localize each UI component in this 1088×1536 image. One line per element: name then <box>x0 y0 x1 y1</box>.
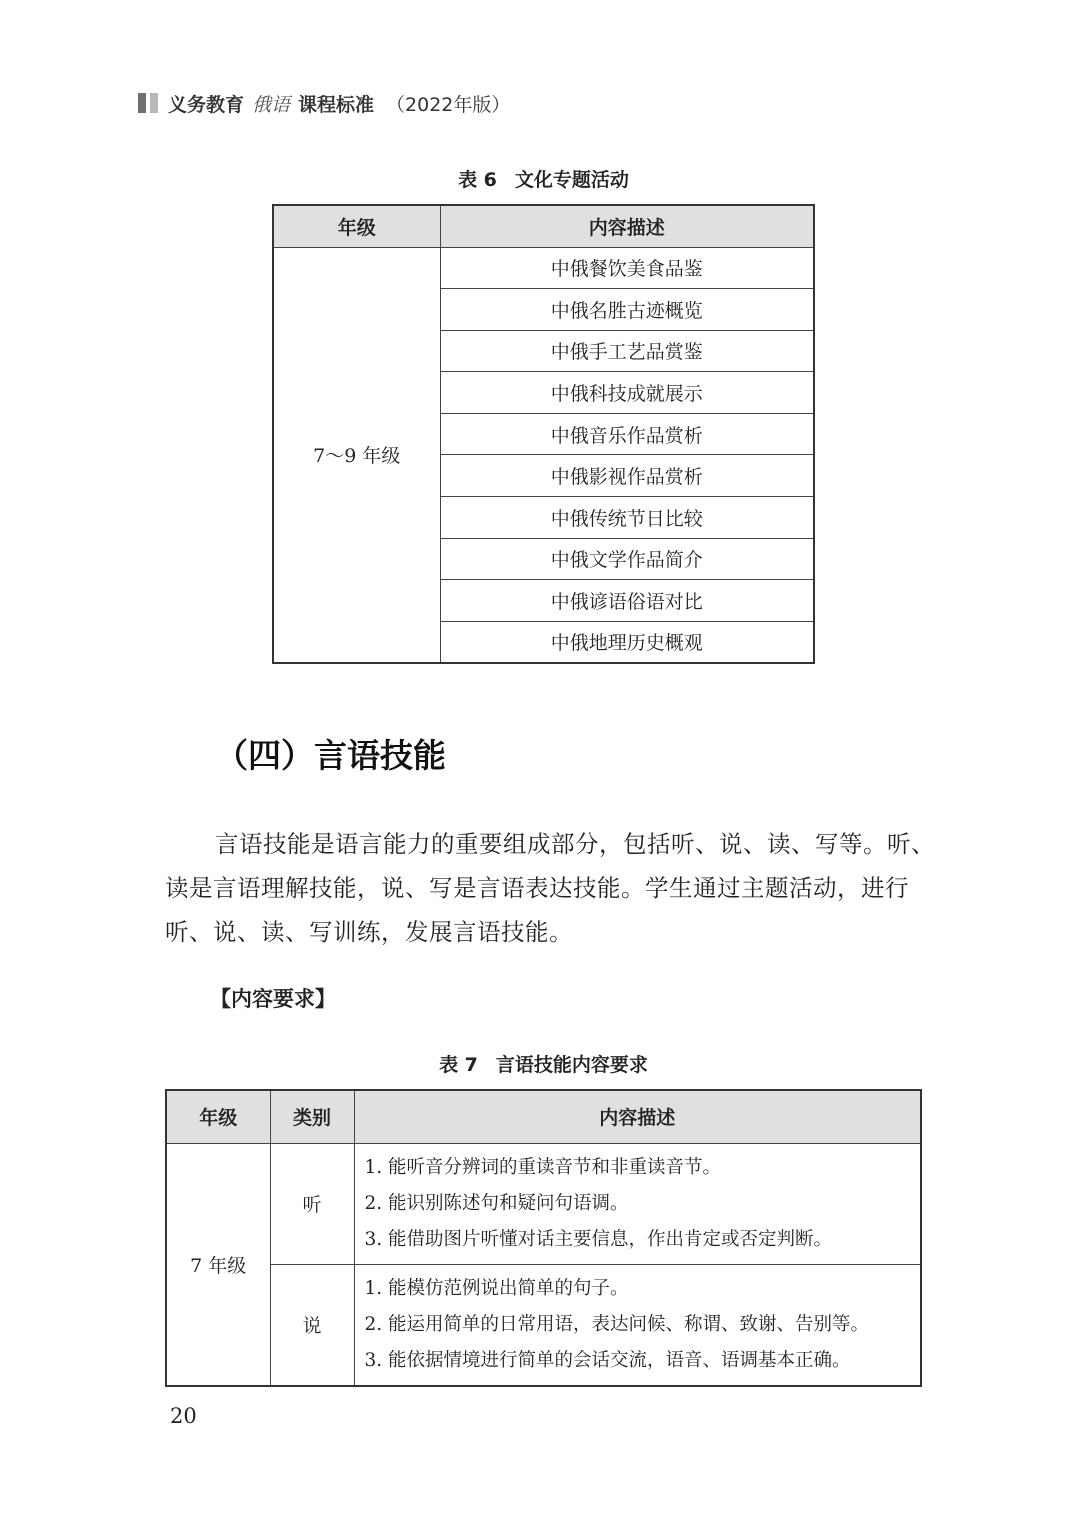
header-suffix: 课程标准 <box>298 93 375 116</box>
content-requirements-subheading: 【内容要求】 <box>210 987 336 1011</box>
requirement-item: 1. 能听音分辨词的重读音节和非重读音节。 <box>364 1156 722 1178</box>
table-row <box>273 247 814 289</box>
table7-header-grade: 年级 <box>166 1090 270 1143</box>
page-number: 20 <box>170 1404 197 1428</box>
section-heading: （四）言语技能 <box>215 736 446 775</box>
requirement-item: 3. 能依据情境进行简单的会话交流，语音、语调基本正确。 <box>364 1349 851 1371</box>
table7-caption <box>165 1050 922 1077</box>
table6-cell: 中俄名胜古迹概览 <box>440 289 814 331</box>
table7-category-listening: 听 <box>270 1143 354 1264</box>
requirement-item: 2. 能运用简单的日常用语，表达问候、称谓、致谢、告别等。 <box>364 1313 870 1335</box>
table6-header-content: 内容描述 <box>440 205 814 247</box>
table6 <box>272 204 815 664</box>
table-row <box>166 1264 921 1386</box>
table6-cell: 中俄手工艺品赏鉴 <box>440 330 814 372</box>
table7-title: 言语技能内容要求 <box>495 1054 648 1076</box>
table7-header-category: 类别 <box>270 1090 354 1143</box>
table6-cell: 中俄文学作品简介 <box>440 538 814 580</box>
header-edition: （2022年版） <box>386 93 511 116</box>
requirement-item: 3. 能借助图片听懂对话主要信息，作出肯定或否定判断。 <box>364 1228 833 1250</box>
header-prefix: 义务教育 <box>168 93 245 116</box>
table6-cell: 中俄谚语俗语对比 <box>440 580 814 622</box>
table6-cell: 中俄影视作品赏析 <box>440 455 814 497</box>
table6-header-grade: 年级 <box>273 205 440 247</box>
requirement-item: 1. 能模仿范例说出简单的句子。 <box>364 1277 629 1299</box>
table7-header-row <box>166 1090 921 1143</box>
table6-number: 表 6 <box>458 169 497 191</box>
table6-title: 文化专题活动 <box>514 169 629 191</box>
table7-header-content: 内容描述 <box>354 1090 921 1143</box>
header-bar-dark-icon <box>138 93 146 113</box>
table7-description-cell <box>354 1143 921 1264</box>
table6-cell: 中俄科技成就展示 <box>440 372 814 414</box>
table6-grade-cell: 7～9 年级 <box>273 247 440 663</box>
body-paragraph: 言语技能是语言能力的重要组成部分，包括听、说、读、写等。听、读是言语理解技能，说、写是言语表达技能。学生通过主题活动，进行听、说、读、写训练，发展言语技能。 <box>165 830 935 946</box>
table6-cell: 中俄餐饮美食品鉴 <box>440 247 814 289</box>
table6-cell: 中俄传统节日比较 <box>440 497 814 539</box>
table6-header-row <box>273 205 814 247</box>
table-row <box>166 1143 921 1264</box>
table7-grade-cell: 7 年级 <box>166 1143 270 1386</box>
table6-cell: 中俄音乐作品赏析 <box>440 413 814 455</box>
table6-cell: 中俄地理历史概观 <box>440 621 814 663</box>
header-bar-light-icon <box>150 93 158 113</box>
table6-caption <box>272 165 815 192</box>
table7-category-speaking: 说 <box>270 1264 354 1386</box>
requirement-item: 2. 能识别陈述句和疑问句语调。 <box>364 1192 629 1214</box>
table7-number: 表 7 <box>439 1054 478 1076</box>
table7 <box>165 1089 922 1387</box>
table7-description-cell <box>354 1264 921 1386</box>
running-header <box>138 90 510 116</box>
header-subject: 俄语 <box>252 93 291 116</box>
